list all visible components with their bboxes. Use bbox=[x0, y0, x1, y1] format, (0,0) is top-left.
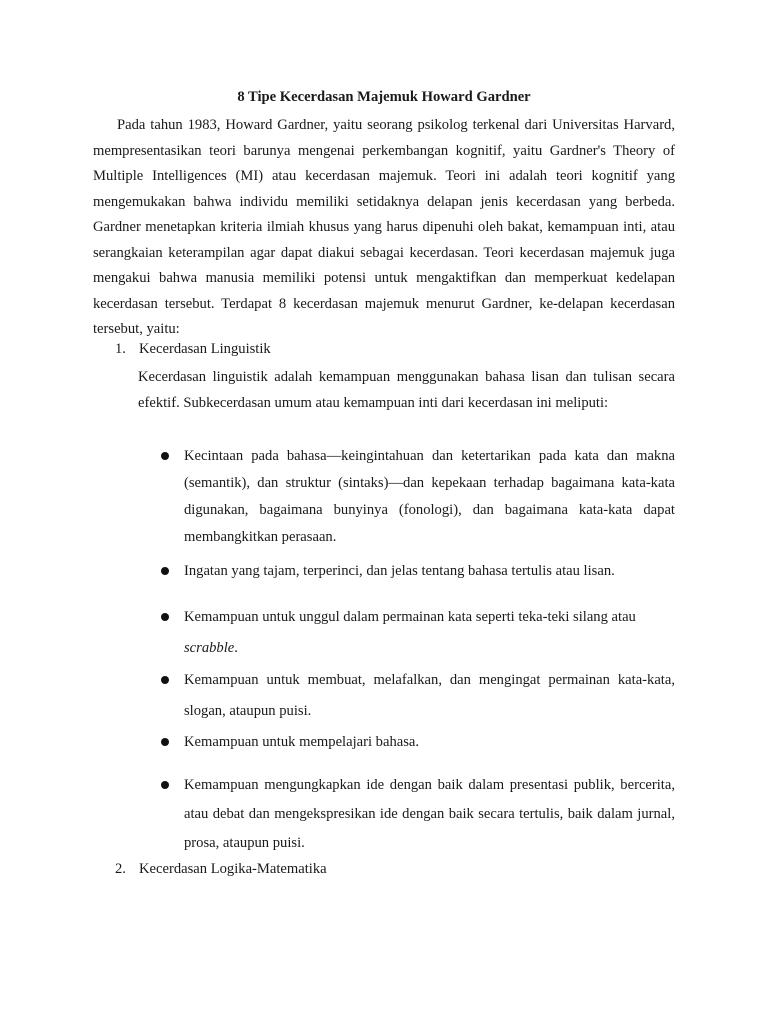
bullet-dot-icon bbox=[161, 781, 169, 789]
bullet-dot-icon bbox=[161, 452, 169, 460]
bullet-dot-icon bbox=[161, 738, 169, 746]
bullet-text-end: . bbox=[234, 640, 238, 656]
bullet-item bbox=[184, 443, 675, 551]
bullet-item bbox=[184, 729, 675, 756]
bullet-italic-text: scrabble bbox=[184, 640, 235, 656]
bullet-text: Kemampuan untuk mempelajari bahasa. bbox=[184, 734, 420, 750]
intro-paragraph: Pada tahun 1983, Howard Gardner, yaitu seorang psikolog terkenal dari Universitas Harvard, mempresentasikan teori barunya mengenai perkembangan kognitif, yaitu Gardner's Theory of Multiple Intelligences (MI) atau kecerdasan majemuk. Teori ini adalah teori kognitif yang mengemukakan bahwa individu memiliki setidaknya delapan jenis kecerdasan yang berbeda. Gardner menetapkan kriteria ilmiah khusus yang harus dipenuhi oleh bakat, kemampuan inti, atau serangkaian keterampilan agar dapat diakui sebagai kecerdasan. Teori kecerdasan majemuk juga mengakui bahwa manusia memiliki potensi untuk mengaktifkan dan memperkuat kedelapan kecerdasan tersebut. Terdapat 8 kecerdasan majemuk menurut Gardner, ke-delapan kecerdasan tersebut, yaitu: bbox=[93, 117, 675, 337]
section-heading-1 bbox=[115, 340, 271, 358]
bullet-dot-icon bbox=[161, 676, 169, 684]
bullet-item bbox=[184, 558, 675, 585]
section-title: Kecerdasan Linguistik bbox=[139, 341, 271, 357]
bullet-text: Kemampuan mengungkapkan ide dengan baik dalam presentasi publik, bercerita, atau debat dan mengekspresikan ide dengan baik secara tertulis, baik dalam jurnal, prosa, ataupun puisi. bbox=[184, 777, 675, 851]
section-number: 1. bbox=[115, 341, 126, 357]
bullet-dot-icon bbox=[161, 567, 169, 575]
bullet-item bbox=[184, 665, 675, 727]
section-description: Kecerdasan linguistik adalah kemampuan menggunakan bahasa lisan dan tulisan secara efektif. Subkecerdasan umum atau kemampuan inti dari kecerdasan ini meliputi: bbox=[138, 369, 675, 411]
section-number: 2. bbox=[115, 861, 126, 877]
bullet-text: Kemampuan untuk membuat, melafalkan, dan mengingat permainan kata-kata, slogan, ataupun puisi. bbox=[184, 672, 675, 719]
bullet-text: Kemampuan untuk unggul dalam permainan kata seperti teka-teki silang atau bbox=[184, 609, 636, 625]
bullet-dot-icon bbox=[161, 613, 169, 621]
document-title: 8 Tipe Kecerdasan Majemuk Howard Gardner bbox=[237, 89, 531, 105]
section-heading-2 bbox=[115, 860, 327, 878]
bullet-text: Ingatan yang tajam, terperinci, dan jelas tentang bahasa tertulis atau lisan. bbox=[184, 563, 615, 579]
section-title: Kecerdasan Logika-Matematika bbox=[139, 861, 327, 877]
bullet-item bbox=[184, 771, 675, 858]
bullet-text: Kecintaan pada bahasa—keingintahuan dan ketertarikan pada kata dan makna (semantik), dan struktur (sintaks)—dan kepekaan terhadap bagaimana kata-kata digunakan, bagaimana bunyinya (fonologi), dan bagaimana kata-kata dapat membangkitkan perasaan. bbox=[184, 448, 675, 545]
bullet-item bbox=[184, 602, 675, 664]
